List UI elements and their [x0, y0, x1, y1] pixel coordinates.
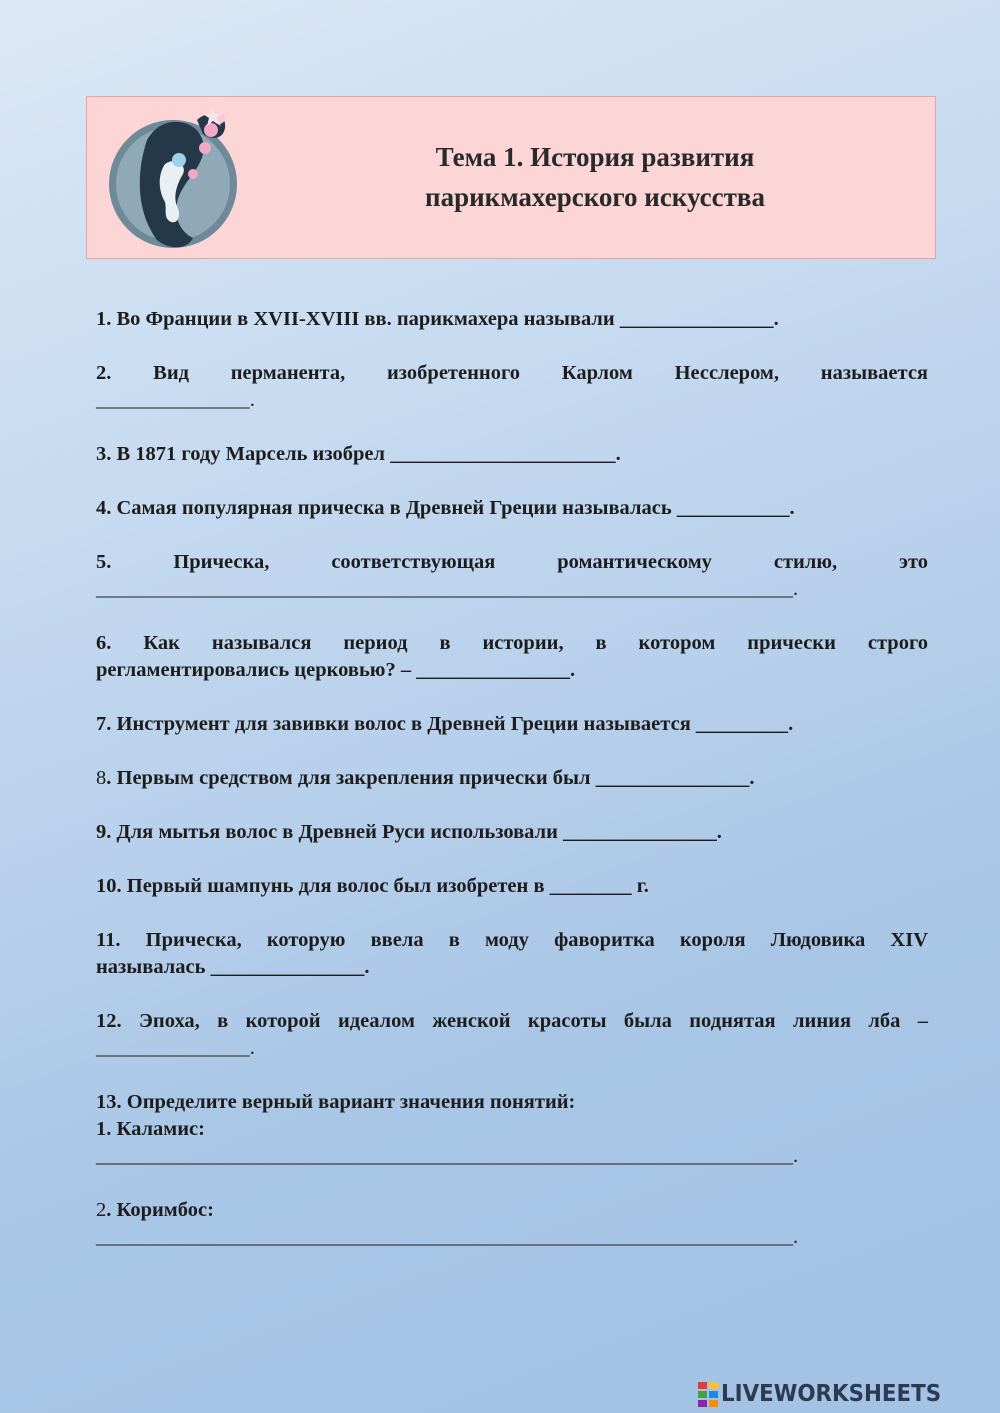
question-line[interactable]: Самая популярная прическа в Древней Греции называлась ___________.	[116, 497, 795, 519]
question-text	[96, 819, 928, 846]
question-line: Прическа, которую ввела в моду фаворитка короля Людовика XIV	[145, 929, 929, 951]
question-line[interactable]: Первый шампунь для волос был изобретен в ________ г.	[126, 875, 649, 897]
question-line[interactable]: регламентировались церковью? – _______________.	[96, 659, 576, 681]
question-text	[96, 549, 928, 576]
question-1	[96, 306, 928, 333]
question-number: 6.	[96, 632, 112, 654]
question-12	[96, 1008, 928, 1062]
question-9	[96, 819, 928, 846]
question-text	[96, 630, 928, 657]
question-13-sub-2	[96, 1197, 928, 1251]
header-box	[86, 96, 936, 259]
liveworksheets-logo-icon	[697, 1380, 719, 1408]
question-line[interactable]: называлась _______________.	[96, 956, 370, 978]
question-number: 11.	[96, 929, 121, 951]
question-line[interactable]: В 1871 году Марсель изобрел ______________________.	[116, 443, 621, 465]
question-number: 7.	[96, 713, 112, 735]
question-text	[96, 873, 928, 900]
question-7	[96, 711, 928, 738]
question-text	[96, 765, 928, 792]
watermark-text: LIVEWORKSHEETS	[721, 1381, 942, 1407]
question-line: Прическа, соответствующая романтическому стилю, это	[173, 551, 928, 573]
answer-blank[interactable]: ____________________________________________________________________.	[96, 1145, 799, 1167]
sub-item-label: Каламис:	[116, 1118, 205, 1140]
answer-blank[interactable]: _______________.	[96, 389, 255, 411]
question-line: Эпоха, в которой идеалом женской красоты была поднятая линия лба –	[138, 1010, 928, 1032]
question-number: 5.	[96, 551, 112, 573]
question-4	[96, 495, 928, 522]
question-number: 8	[96, 767, 107, 789]
title-line-1: Тема 1. История развития	[435, 142, 755, 172]
question-number: 9.	[96, 821, 112, 843]
question-6	[96, 630, 928, 684]
question-line: Вид перманента, изобретенного Карлом Несслером, называется	[153, 362, 929, 384]
sub-item-label: . Коримбос:	[106, 1199, 214, 1221]
question-number: 1.	[96, 308, 112, 330]
question-line: Определите верный вариант значения понятий:	[126, 1091, 576, 1113]
sub-item-number: 1.	[96, 1118, 112, 1140]
question-5	[96, 549, 928, 603]
question-line[interactable]: Инструмент для завивки волос в Древней Греции называется _________.	[116, 713, 794, 735]
page-title	[345, 137, 845, 217]
question-number: 3.	[96, 443, 112, 465]
question-number: 2.	[96, 362, 112, 384]
question-text	[96, 1008, 928, 1035]
question-10	[96, 873, 928, 900]
question-text	[96, 360, 928, 387]
question-line[interactable]: Для мытья волос в Древней Руси использовали _______________.	[116, 821, 722, 843]
question-line: Как назывался период в истории, в котором прически строго	[143, 632, 928, 654]
question-11	[96, 927, 928, 981]
question-line[interactable]: . Первым средством для закрепления прически был _______________.	[106, 767, 755, 789]
answer-blank[interactable]: _______________.	[96, 1037, 255, 1059]
question-number: 4.	[96, 497, 112, 519]
sub-item-1	[96, 1116, 928, 1143]
lady-silhouette-icon	[107, 100, 247, 254]
answer-blank[interactable]: ____________________________________________________________________.	[96, 1226, 799, 1248]
question-text	[96, 495, 928, 522]
question-text	[96, 306, 928, 333]
sub-item-2	[96, 1197, 928, 1224]
answer-blank[interactable]: ____________________________________________________________________.	[96, 578, 799, 600]
question-text	[96, 1089, 928, 1116]
question-number: 10.	[96, 875, 122, 897]
question-text	[96, 711, 928, 738]
question-number: 12.	[96, 1010, 122, 1032]
watermark	[697, 1378, 995, 1410]
question-line[interactable]: Во Франции в XVII-XVIII вв. парикмахера называли _______________.	[116, 308, 779, 330]
question-13	[96, 1089, 928, 1170]
question-number: 13.	[96, 1091, 122, 1113]
question-2	[96, 360, 928, 414]
question-text	[96, 441, 928, 468]
sub-item-number: 2	[96, 1199, 107, 1221]
question-3	[96, 441, 928, 468]
question-text	[96, 927, 928, 954]
question-8	[96, 765, 928, 792]
title-line-2: парикмахерского искусства	[425, 182, 765, 212]
